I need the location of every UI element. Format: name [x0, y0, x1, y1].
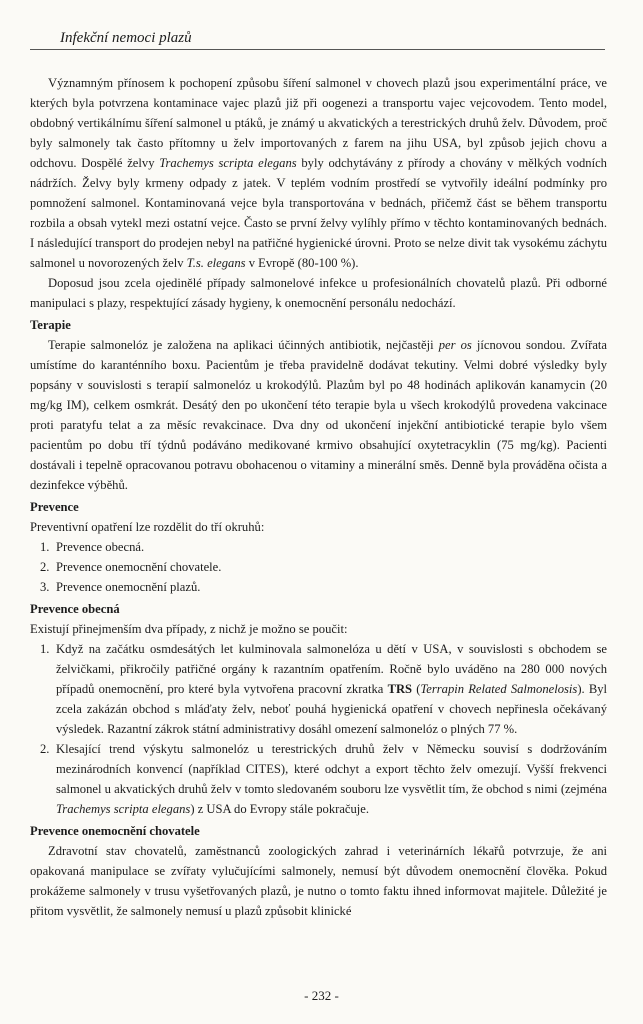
text-run: Významným přínosem k pochopení způsobu šíření salmonel v chovech plazů jsou experimentální práce, ve kterých byla potvrzena kontaminace vajec plazů již při oogenezi a transportu vajec vejcovodem. Tento model, obdobný vertikálnímu šíření salmonel u ptáků, je známý u akvatických a terestrických druhů želv. Důvodem, proč byly salmonely tak často přítomny u želv importovaných z farem na jihu USA, byl způsob jejich chovu a odchovu. Dospělé želvy — [30, 76, 607, 170]
section-heading-prevence-chovatele: Prevence onemocnění chovatele — [30, 824, 200, 838]
intro-paragraph-2: Doposud jsou zcela ojedinělé případy salmonelové infekce u profesionálních chovatelů plazů. Při odborné manipulaci s plazy, respektující zásady hygieny, k onemocnění personálu nedochází. — [30, 276, 607, 310]
text-run: v Evropě (80-100 %). — [245, 256, 359, 270]
running-header-title: Infekční nemoci plazů — [60, 30, 192, 46]
species-name: Trachemys scripta elegans — [56, 802, 191, 816]
text-run: Když na začátku osmdesátých let kulminovala salmonelóza u dětí v USA, v souvislosti s obchodem se želvičkami, přikročily patřičné orgány k razantním opatřením. Ročně bylo uváděno na 280 000 nových případů onemocnění, pro které byla vytvořena pracovní zkratka — [56, 642, 607, 696]
text-run: byly odchytávány z přírody a chovány v mělkých vodních nádržích. Želvy byly krmeny odpady z jatek. V teplém vodním prostředí se vytvořily ideální podmínky pro pomnožení salmonel. Kontaminovaná vejce byla transportována v bednách, přičemž část se během transportu rozbila a obsah vytekl mezi ostatní vejce. Často se první želvy vylíhly přímo v těchto kontaminovaných bednách. I následující transport do prodejen nebyl na patřičné hygienické úrovni. Proto se nelze divit tak vysokému záchytu salmonel u novorozených želv — [30, 156, 607, 270]
list-item — [30, 577, 607, 597]
abbreviation: TRS — [387, 682, 413, 696]
text-run: Terapie salmonelóz je založena na aplikaci účinných antibiotik, nejčastěji — [48, 338, 439, 352]
species-name: T.s. elegans — [186, 256, 246, 270]
text-run: ) z USA do Evropy stále pokračuje. — [190, 802, 370, 816]
list-number: 3. — [40, 580, 50, 594]
section-heading-terapie: Terapie — [30, 318, 71, 332]
text-run: ( — [412, 682, 421, 696]
latin-term: per os — [438, 338, 472, 352]
list-number: 2. — [40, 560, 50, 574]
page-number: - 232 - — [304, 988, 339, 1003]
text-run: ). Byl zcela zakázán obchod s mláďaty želv, neboť pouhá hygienická opatření v chovech nepřinesla očekávaný výsledek. Razantní zákrok státní administrativy dosáhl omezení salmonelóz o plných 77 %. — [56, 682, 608, 736]
section-heading-prevence: Prevence — [30, 500, 79, 514]
section-heading-prevence-obecna: Prevence obecná — [30, 602, 120, 616]
body-text — [30, 73, 607, 921]
list-item — [30, 639, 607, 739]
text-run: Klesající trend výskytu salmonelóz u terestrických druhů želv v Německu souvisí s dodržováním mezinárodních konvencí (například CITES), které odchyt a export těchto želv omezují. Vyšší frekvenci salmonel u akvatických druhů želv v tomto sledovaném souboru lze vysvětlit tím, že obchod s nimi (zejména — [56, 742, 607, 796]
list-item — [30, 739, 607, 819]
prevence-list — [30, 537, 607, 597]
list-item — [30, 537, 607, 557]
list-item-text: Prevence onemocnění plazů. — [56, 580, 201, 594]
abbreviation-expansion: Terrapin Related Salmonelosis — [420, 682, 578, 696]
prevence-intro: Preventivní opatření lze rozdělit do tří okruhů: — [30, 520, 265, 534]
prevence-chovatele-paragraph: Zdravotní stav chovatelů, zaměstnanců zoologických zahrad i veterinárních lékařů potvrzuje, že ani opakovaná manipulace se zvířaty vylučujícími salmonely, nemusí být důvodem onemocnění člověka. Pokud prokážeme salmonely v trusu vyšetřovaných plazů, je nutno o tomto faktu ihned informovat majitele. Důležité je přitom vysvětlit, že salmonely nemusí u plazů způsobit klinické — [30, 844, 607, 918]
intro-paragraph-1 — [30, 73, 607, 273]
species-name: Trachemys scripta elegans — [159, 156, 297, 170]
list-number: 1. — [40, 642, 50, 656]
list-number: 1. — [40, 540, 50, 554]
prevence-obecna-intro: Existují přinejmenším dva případy, z nichž je možno se poučit: — [30, 622, 348, 636]
text-run: jícnovou sondou. Zvířata umístíme do karanténního boxu. Pacientům je třeba pravidelně dodávat tekutiny. Velmi dobré výsledky byly popsány v souvislosti s terapií salmonelóz u krokodýlů. Plazům byl po 48 hodinách aplikován kanamycin (20 mg/kg IM), celkem osmkrát. Desátý den po ukončení této terapie byla u všech krokodýlů provedena vakcinace proti paratyfu telat a za měsíc revakcinace. Dva dny od ukončení injekční antibiotické terapie bylo všem pacientům po dobu tří týdnů podáváno medikované krmivo obsahující oxytetracyklin (75 mg/kg). Pacienti dostávali i tepelně opracovanou potravu obohacenou o vitaminy a minerální směs. Denně byla prováděna očista a dezinfekce výběhů. — [30, 338, 607, 492]
list-item-text: Prevence onemocnění chovatele. — [56, 560, 222, 574]
list-item-text: Prevence obecná. — [56, 540, 145, 554]
running-header — [30, 30, 605, 50]
list-number: 2. — [40, 742, 50, 756]
prevence-obecna-list — [30, 639, 607, 819]
list-item — [30, 557, 607, 577]
terapie-paragraph — [30, 335, 607, 495]
